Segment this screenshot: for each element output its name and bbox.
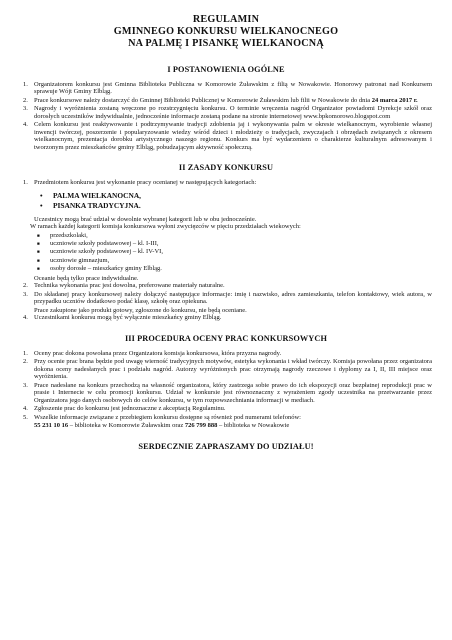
section-1-item-4 bbox=[20, 121, 432, 151]
deadline-date: 24 marca 2017 r. bbox=[371, 96, 418, 104]
closing-invitation: SERDECZNIE ZAPRASZAMY DO UDZIAŁU! bbox=[138, 441, 314, 451]
purchased-works-note: Prace zakupione jako produkt gotowy, zgłoszone do konkursu, nie będą oceniane. bbox=[34, 306, 247, 314]
item-text: Prace konkursowe należy dostarczyć do Gminnej Biblioteki Publicznej w Komorowie Żuławskim lub filii w Nowakowie do dnia bbox=[34, 96, 372, 104]
phone-number-nowakowo: 726 799 888 bbox=[184, 422, 218, 430]
item-number: 4. bbox=[23, 121, 28, 129]
section-2-item-4 bbox=[20, 314, 432, 322]
choice-text: Uczestnicy mogą brać udział w dowolnie wybranej kategorii lub w obu jednocześnie. bbox=[34, 215, 257, 223]
item-number: 3. bbox=[23, 381, 28, 389]
section-3-item-1 bbox=[20, 350, 432, 358]
item-number: 3. bbox=[23, 290, 28, 298]
item-text: Prace nadesłane na konkurs przechodzą na własność organizatora, który zastrzega sobie prawo do ich ekspozycji oraz bezpłatnej reprodukcji prac w prasie i Internecie w celu promocji konkursu. Udział w konkursie jest równoznaczny z wyrażeniem zgody uczestnika na przetwarzanie przez Organizatora jego danych osobowych do celów konkursu, w tym rozpowszechniania informacji w mediach. bbox=[34, 381, 432, 404]
section-2-heading: II ZASADY KONKURSU bbox=[178, 163, 274, 173]
age-groups-intro: W ramach każdej kategorii komisja konkursowa wyłoni zwycięzców w pięciu przedziałach wiekowych: bbox=[30, 223, 301, 231]
item-number: 5. bbox=[23, 413, 28, 421]
section-1-body bbox=[20, 81, 432, 152]
item-number: 1. bbox=[23, 179, 28, 187]
section-3-body bbox=[20, 350, 432, 430]
item-number: 2. bbox=[23, 358, 28, 366]
phone-number-komorowo: 55 231 10 16 bbox=[34, 422, 69, 430]
phone-numbers-line bbox=[20, 422, 432, 430]
title-line-2: GMINNEGO KONKURSU WIELKANOCNEGO bbox=[113, 26, 339, 38]
section-2-body bbox=[20, 179, 432, 322]
category-item: • PALMA WIELKANOCNA, bbox=[40, 191, 432, 201]
age-group-item: ■ uczniowie gimnazjum, bbox=[36, 257, 432, 265]
age-group-item: ■ przedszkolaki, bbox=[36, 232, 432, 240]
age-group-item: ■ osoby dorosłe – mieszkańcy gminy Elbląg. bbox=[36, 265, 432, 273]
item-text: Do składanej pracy konkursowej należy dołączyć następujące informacje: imię i nazwisko, adres zamieszkania, telefon kontaktowy, wiek autora, w przypadku uczniów dodatkowo podać klasę, szkołę oraz opiekuna. bbox=[34, 290, 432, 306]
section-1-heading: I POSTANOWIENIA OGÓLNE bbox=[167, 64, 285, 74]
section-3-item-4 bbox=[20, 405, 432, 413]
age-group-list bbox=[36, 232, 432, 274]
item-number: 3. bbox=[23, 105, 28, 113]
item-number: 2. bbox=[23, 96, 28, 104]
item-number: 4. bbox=[23, 314, 28, 322]
item-text: Organizatorem konkursu jest Gminna Biblioteka Publiczna w Komorowie Żuławskim z filią w Nowakowie. Honorowy patronat nad Konkursem sprawuje Wójt Gminy Elbląg. bbox=[34, 80, 432, 96]
section-1-item-1 bbox=[20, 81, 432, 96]
item-text: Technika wykonania prac jest dowolna, preferowane materiały naturalne. bbox=[34, 282, 225, 290]
item-text: Uczestnikami konkursu mogą być wyłącznie mieszkańcy gminy Elbląg. bbox=[34, 314, 222, 322]
section-3-heading: III PROCEDURA OCENY PRAC KONKURSOWYCH bbox=[124, 333, 328, 343]
item-number: 1. bbox=[23, 80, 28, 88]
phone-label-komorowo: – biblioteka w Komorowie Żuławskim oraz bbox=[68, 422, 185, 430]
age-group-item: ■ uczniowie szkoły podstawowej – kl. I-III, bbox=[36, 240, 432, 248]
section-3-item-3 bbox=[20, 382, 432, 405]
item-number: 1. bbox=[23, 349, 28, 357]
item-text: Przedmiotem konkursu jest wykonanie pracy ocenianej w następujących kategoriach: bbox=[34, 179, 257, 187]
section-2-item-2 bbox=[20, 282, 432, 290]
section-1-item-2 bbox=[20, 97, 432, 105]
item-number: 4. bbox=[23, 405, 28, 413]
age-group-item: ■ uczniowie szkoły podstawowej – kl. IV-VI, bbox=[36, 248, 432, 256]
category-item: • PISANKA TRADYCYJNA. bbox=[40, 201, 432, 211]
title-line-1: REGULAMIN bbox=[192, 14, 260, 25]
item-text: Przy ocenie prac brana będzie pod uwagę wierność tradycyjnych motywów, estetyka wykonania i wkład twórczy. Komisja powołana przez organizatora dokona oceny nadesłanych prac i podziału nagród. Autorzy wyróżnionych prac otrzymają nagrody rzeczowe i dyplomy za I, II, III miejsce oraz wyróżnienia. bbox=[34, 358, 432, 381]
section-1-item-3 bbox=[20, 105, 432, 120]
item-number: 2. bbox=[23, 282, 28, 290]
document-title bbox=[20, 14, 432, 51]
item-text: Nagrody i wyróżnienia zostaną wręczone po rozstrzygnięciu konkursu. O terminie wręczenia nagród Organizator powiadomi Dyrekcje szkół oraz dorosłych uczestników indywidualnie, jednocześnie informacje zostaną podane na stronie internetowej www.bpkomorowo.blogspot.com bbox=[34, 105, 432, 120]
section-2-item-1 bbox=[20, 179, 432, 187]
section-2-item-3 bbox=[20, 291, 432, 306]
section-3-item-5 bbox=[20, 414, 432, 422]
item-text: Oceny prac dokona powołana przez Organizatora komisja konkursowa, która przyzna nagrody. bbox=[34, 349, 282, 357]
item-text: Zgłoszenie prac do konkursu jest jednoznaczne z akceptacją Regulaminu. bbox=[34, 405, 226, 413]
section-3-item-2 bbox=[20, 358, 432, 381]
category-list bbox=[40, 191, 432, 211]
phone-label-nowakowo: – biblioteka w Nowakowie bbox=[217, 422, 290, 430]
individual-works-note: Oceanie będą tylko prace indywidualne. bbox=[34, 274, 139, 282]
item-text: Celem konkursu jest reaktywowanie i podtrzymywanie tradycji zdobienia jaj i wykonywania palm w okresie wielkanocnym, wyrobienie własnej inwencji twórczej, poszerzenie i popularyzowanie wiedzy wśród dzieci i młodzieży o tradycjach, zwyczajach i obrzędach związanych z okresem wielkanocnym, prezentacja dorobku artystycznego naszego regionu. Konkurs ma być wydarzeniem o charakterze kulturalnym adresowanym i tworzonym przez mieszkańców gminy Elbląg, pobudzającym aktywność społeczną. bbox=[34, 121, 432, 151]
title-line-3: NA PALMĘ I PISANKĘ WIELKANOCNĄ bbox=[128, 38, 324, 50]
item-text: Wszelkie informacje związane z przebiegiem konkursu dostępne są również pod numerami telefonów: bbox=[34, 413, 301, 421]
